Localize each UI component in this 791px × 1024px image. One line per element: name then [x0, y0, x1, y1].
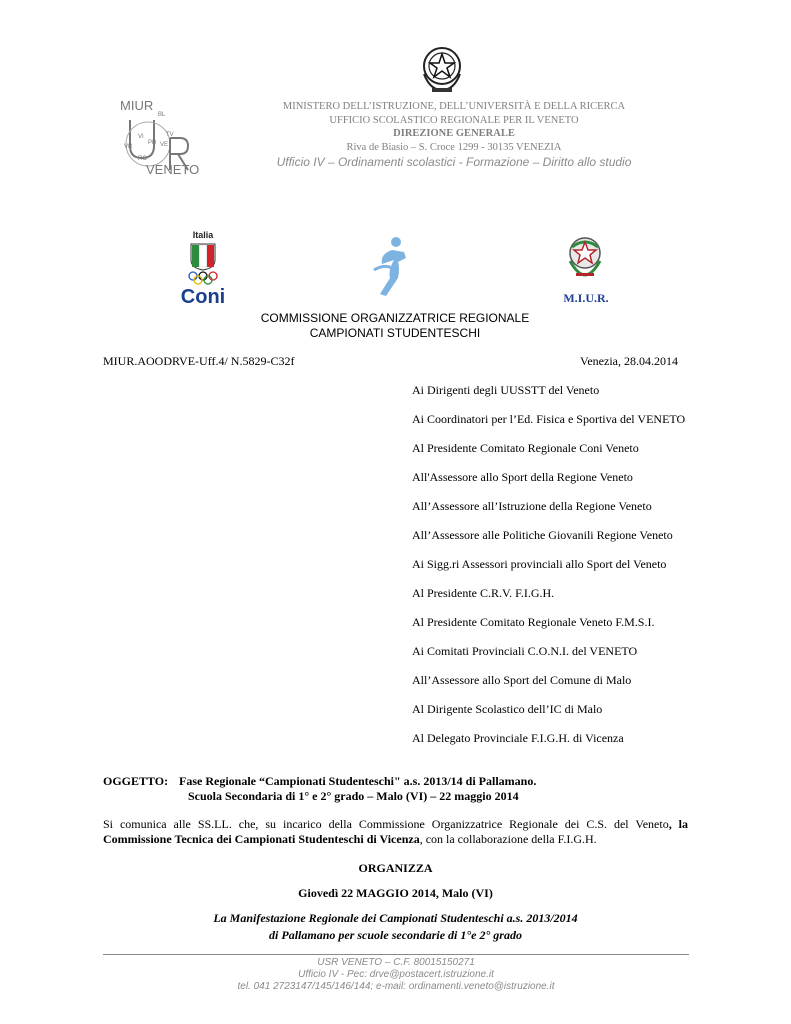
footer	[103, 957, 689, 993]
recipient-item: Ai Coordinatori per l’Ed. Fisica e Sportiva del VENETO	[412, 412, 686, 426]
event-description-line: La Manifestazione Regionale dei Campionati Studenteschi a.s. 2013/2014	[213, 911, 578, 925]
campionati-studenteschi-logo-icon	[370, 234, 410, 300]
miur-label: M.I.U.R.	[563, 291, 609, 305]
event-date: Giovedì 22 MAGGIO 2014, Malo (VI)	[298, 886, 493, 900]
coni-logo-name: Coni	[180, 286, 226, 308]
subject-line: Scuola Secondaria di 1° e 2° grado – Malo (VI) – 22 maggio 2014	[188, 789, 519, 803]
usr-logo-province: RO	[138, 156, 147, 162]
recipient-item: Al Dirigente Scolastico dell’IC di Malo	[412, 702, 603, 716]
recipient-item: Ai Sigg.ri Assessori provinciali allo Sport del Veneto	[412, 557, 667, 571]
footer-line: USR VENETO – C.F. 80015150271	[317, 957, 475, 968]
intro-text: , con la collaborazione della F.I.G.H.	[419, 832, 597, 846]
ministry-header	[214, 100, 694, 154]
footer-divider	[103, 954, 689, 955]
subject-line: Fase Regionale “Campionati Studenteschi" a.s. 2013/14 di Pallamano.	[179, 774, 537, 788]
letter-date: Venezia, 28.04.2014	[580, 354, 678, 368]
recipient-item: All’Assessore all’Istruzione della Regione Veneto	[412, 499, 652, 513]
recipient-item: All’Assessore alle Politiche Giovanili Regione Veneto	[412, 528, 673, 542]
usr-logo-province: TV	[166, 132, 174, 138]
intro-text: Si comunica alle SS.LL. che, su incarico della Commissione Organizzatrice Regionale dei C.S. del Veneto	[103, 817, 669, 831]
event-description	[103, 910, 688, 944]
recipient-item: Al Presidente Comitato Regionale Coni Veneto	[412, 441, 639, 455]
intro-text-bold: , la Commissione Tecnica dei Campionati Studenteschi di Vicenza	[103, 817, 688, 846]
footer-line: tel. 041 2723147/145/146/144; e-mail: ordinamenti.veneto@istruzione.it	[237, 981, 555, 992]
recipient-item: Al Presidente Comitato Regionale Veneto F.M.S.I.	[412, 615, 655, 629]
commission-line: CAMPIONATI STUDENTESCHI	[309, 326, 481, 340]
italian-republic-emblem-icon	[418, 44, 466, 94]
usr-logo-province: BL	[158, 112, 166, 118]
usr-logo-province: VR	[124, 144, 133, 150]
intro-paragraph	[103, 817, 688, 847]
usr-veneto-logo	[118, 98, 198, 180]
usr-logo-province: VI	[138, 134, 144, 140]
office-address: Riva de Biasio – S. Croce 1299 - 30135 VENEZIA	[346, 141, 562, 153]
office-unit: Ufficio IV – Ordinamenti scolastici - Formazione – Diritto allo studio	[276, 155, 632, 169]
coni-logo	[176, 230, 230, 306]
organizza-heading: ORGANIZZA	[358, 861, 433, 875]
recipient-item: Al Delegato Provinciale F.I.G.H. di Vicenza	[412, 731, 624, 745]
recipients-list	[412, 383, 689, 760]
subject-block	[103, 774, 693, 804]
direction-name: DIREZIONE GENERALE	[393, 128, 515, 139]
usr-logo-veneto: VENETO	[146, 162, 200, 177]
commission-title	[180, 311, 610, 341]
commission-line: COMMISSIONE ORGANIZZATRICE REGIONALE	[260, 311, 530, 325]
footer-line: Ufficio IV - Pec: drve@postacert.istruzione.it	[298, 969, 494, 980]
usr-logo-province: VE	[160, 142, 169, 148]
recipient-item: Al Presidente C.R.V. F.I.G.H.	[412, 586, 555, 600]
recipient-item: Ai Dirigenti degli UUSSTT del Veneto	[412, 383, 600, 397]
protocol-number: MIUR.AOODRVE-Uff.4/ N.5829-C32f	[103, 354, 295, 368]
coni-logo-italia: Italia	[192, 230, 214, 240]
recipient-item: Ai Comitati Provinciali C.O.N.I. del VENETO	[412, 644, 638, 658]
ministry-name: MINISTERO DELL’ISTRUZIONE, DELL’UNIVERSITÀ E DELLA RICERCA	[282, 101, 626, 112]
recipient-item: All'Assessore allo Sport della Regione Veneto	[412, 470, 633, 484]
event-description-line: di Pallamano per scuole secondarie di 1°e 2° grado	[269, 928, 522, 942]
italian-republic-emblem-icon	[564, 233, 606, 279]
office-name: UFFICIO SCOLASTICO REGIONALE PER IL VENETO	[329, 114, 579, 126]
recipient-item: All’Assessore allo Sport del Comune di Malo	[412, 673, 632, 687]
subject-label: OGGETTO:	[103, 774, 169, 788]
usr-logo-province: PD	[148, 140, 157, 146]
usr-logo-miur: MIUR	[120, 98, 154, 113]
